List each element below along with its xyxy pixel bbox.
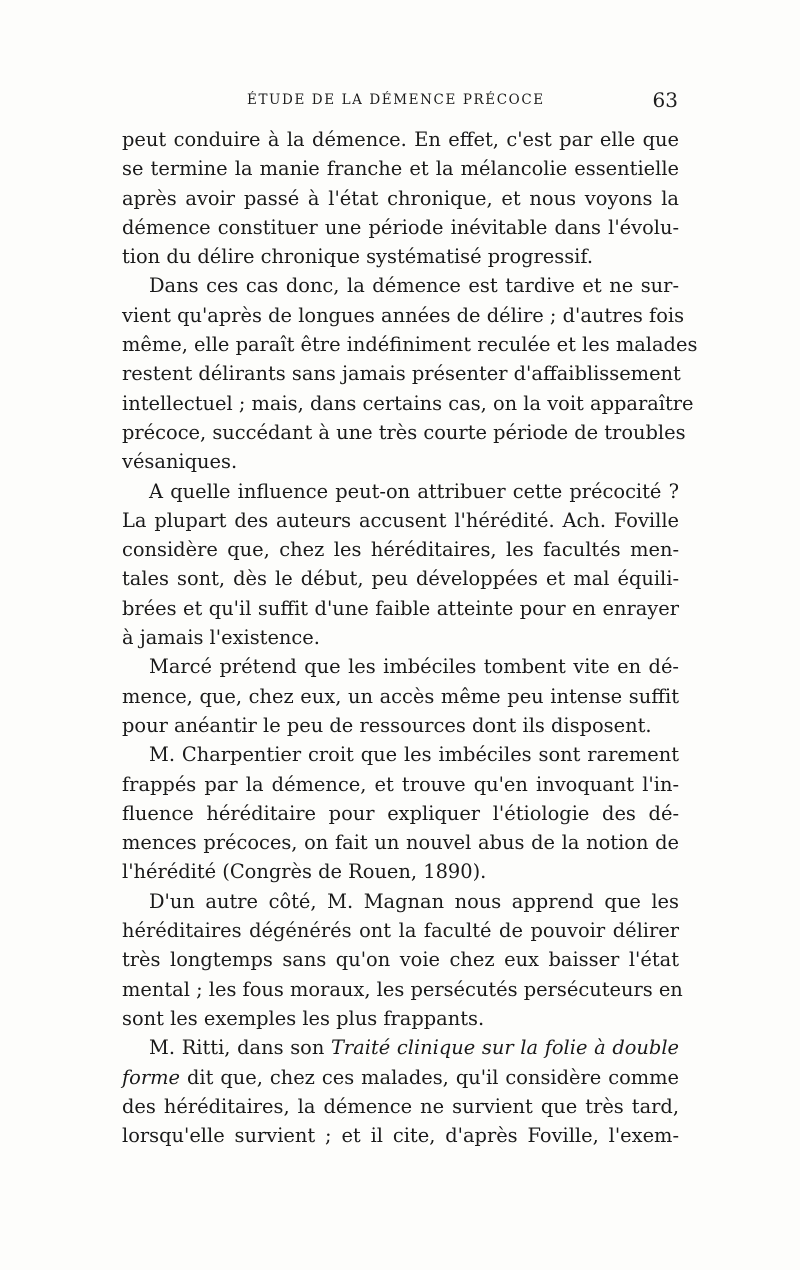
text-line: l'hérédité (Congrès de Rouen, 1890).: [122, 860, 487, 884]
paragraph-lines: [122, 125, 698, 1033]
text-line: tion du délire chronique systématisé progressif.: [122, 245, 594, 269]
text-line: considère que, chez les héréditaires, les facultés men-: [122, 538, 679, 562]
text-line: précoce, succédant à une très courte période de troubles: [122, 420, 686, 444]
text-segment: dit que, chez ces malades, qu'il considère comme: [179, 1065, 679, 1089]
text-line: vient qu'après de longues années de délire ; d'autres fois: [122, 303, 685, 327]
text-line: des héréditaires, la démence ne survient que très tard,: [122, 1094, 679, 1118]
text-line: pour anéantir le peu de ressources dont ils disposent.: [122, 713, 652, 737]
text-line: peut conduire à la démence. En effet, c'est par elle que: [122, 128, 679, 151]
text-line: lorsqu'elle survient ; et il cite, d'après Foville, l'exem-: [122, 1124, 679, 1148]
text-line: après avoir passé à l'état chronique, et nous voyons la: [122, 186, 679, 210]
text-line: mence, que, chez eux, un accès même peu intense suffit: [122, 684, 679, 708]
text-line: vésaniques.: [122, 450, 238, 474]
text-line: mental ; les fous moraux, les persécutés persécuteurs en: [122, 977, 683, 1001]
text-line: démence constituer une période inévitable dans l'évolu-: [122, 215, 679, 239]
text-line: brées et qu'il suffit d'une faible atteinte pour en enrayer: [122, 596, 679, 620]
text-line: mences précoces, on fait un nouvel abus de la notion de: [122, 831, 679, 855]
text-line: A quelle influence peut-on attribuer cette précocité ?: [149, 479, 679, 503]
body-text: [122, 125, 698, 1150]
text-line: très longtemps sans qu'on voie chez eux baisser l'état: [122, 948, 679, 972]
running-title: ÉTUDE DE LA DÉMENCE PRÉCOCE: [247, 92, 545, 108]
text-line: La plupart des auteurs accusent l'hérédité. Ach. Foville: [122, 508, 679, 532]
text-line: sont les exemples les plus frappants.: [122, 1006, 485, 1030]
text-segment: M. Ritti, dans son: [149, 1036, 331, 1060]
text-line: tales sont, dès le début, peu développées et mal équili-: [122, 567, 679, 591]
book-title-italic: Traité clinique sur la folie à double: [330, 1036, 679, 1060]
text-line: même, elle paraît être indéfiniment reculée et les malades: [122, 333, 698, 357]
text-line: à jamais l'existence.: [122, 626, 320, 650]
text-line: [122, 1033, 679, 1062]
text-line: se termine la manie franche et la mélancolie essentielle: [122, 157, 679, 181]
text-line: intellectuel ; mais, dans certains cas, on la voit apparaître: [122, 391, 694, 415]
text-line: M. Charpentier croit que les imbéciles sont rarement: [149, 743, 679, 767]
text-line: D'un autre côté, M. Magnan nous apprend que les: [149, 889, 679, 913]
page-header: [122, 88, 682, 112]
text-line: frappés par la démence, et trouve qu'en invoquant l'in-: [122, 772, 679, 796]
text-line: restent délirants sans jamais présenter d'affaiblissement: [122, 362, 681, 386]
text-line: Marcé prétend que les imbéciles tombent vite en dé-: [149, 655, 679, 679]
text-line: [122, 1063, 679, 1092]
text-line: Dans ces cas donc, la démence est tardive et ne sur-: [149, 274, 679, 298]
text-line: héréditaires dégénérés ont la faculté de pouvoir délirer: [122, 919, 679, 943]
book-title-italic-continued: forme: [122, 1065, 180, 1089]
page-number: 63: [652, 88, 678, 112]
text-line: fluence héréditaire pour expliquer l'étiologie des dé-: [122, 801, 679, 825]
